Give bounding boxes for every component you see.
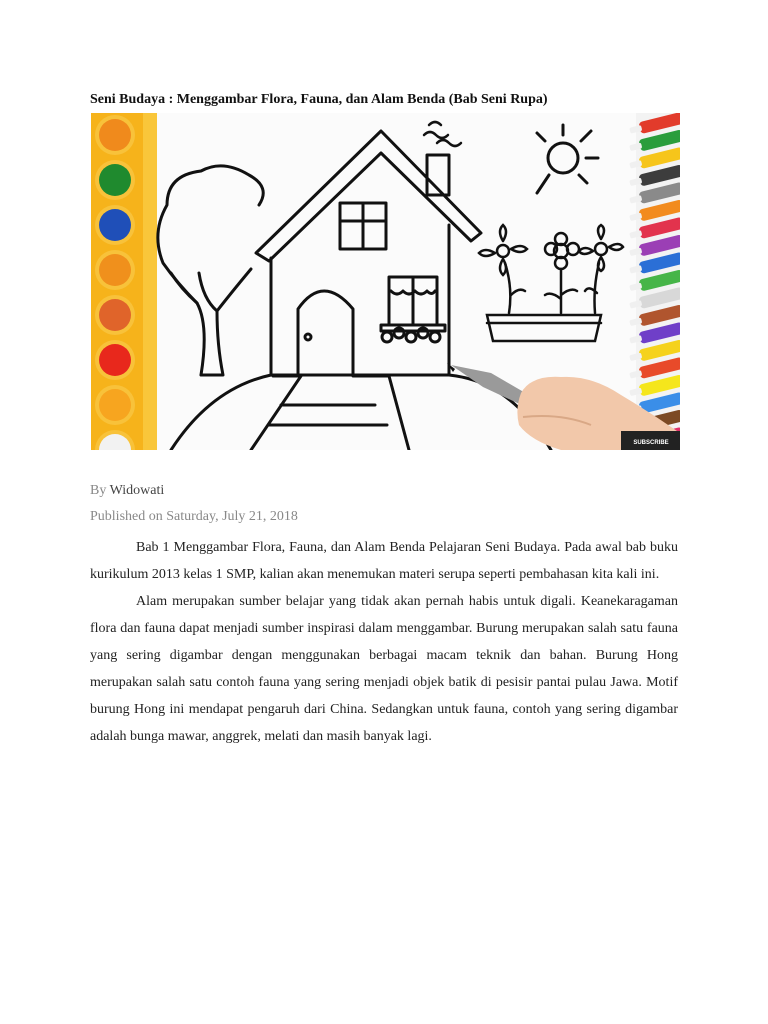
paint-well [99, 344, 131, 376]
paragraph: Bab 1 Menggambar Flora, Fauna, dan Alam Benda Pelajaran Seni Budaya. Pada awal bab buku kurikulum 2013 kelas 1 SMP, kalian akan menemukan materi serupa seperti pembahasan kita kali ini. [90, 540, 678, 582]
paint-well [99, 299, 131, 331]
paint-well [99, 164, 131, 196]
article-illustration [91, 113, 680, 450]
published-date: Published on Saturday, July 21, 2018 [90, 509, 298, 524]
paint-well [99, 209, 131, 241]
paint-palette [91, 113, 157, 450]
author-name: Widowati [109, 483, 165, 498]
article-body [90, 534, 678, 750]
article-title: Seni Budaya : Menggambar Flora, Fauna, dan Alam Benda (Bab Seni Rupa) [90, 92, 548, 107]
by-label: By [90, 483, 107, 498]
subscribe-badge: SUBSCRIBE [633, 440, 669, 446]
byline [90, 483, 164, 499]
paint-well [99, 254, 131, 286]
paragraph: Alam merupakan sumber belajar yang tidak akan pernah habis untuk digali. Keanekaragaman flora dan fauna dapat menjadi sumber inspirasi dalam menggambar. Burung merupakan salah satu fauna yang sering digambar dengan menggunakan berbagai macam teknik dan bahan. Burung Hong merupakan salah satu contoh fauna yang sering menjadi objek batik di pesisir pantai pulau Jawa. Motif burung Hong ini mendapat pengaruh dari China. Sedangkan untuk fauna, contoh yang sering digambar adalah bunga mawar, anggrek, melati dan masih banyak lagi. [90, 594, 678, 744]
paint-well [99, 389, 131, 421]
paint-well [99, 119, 131, 151]
